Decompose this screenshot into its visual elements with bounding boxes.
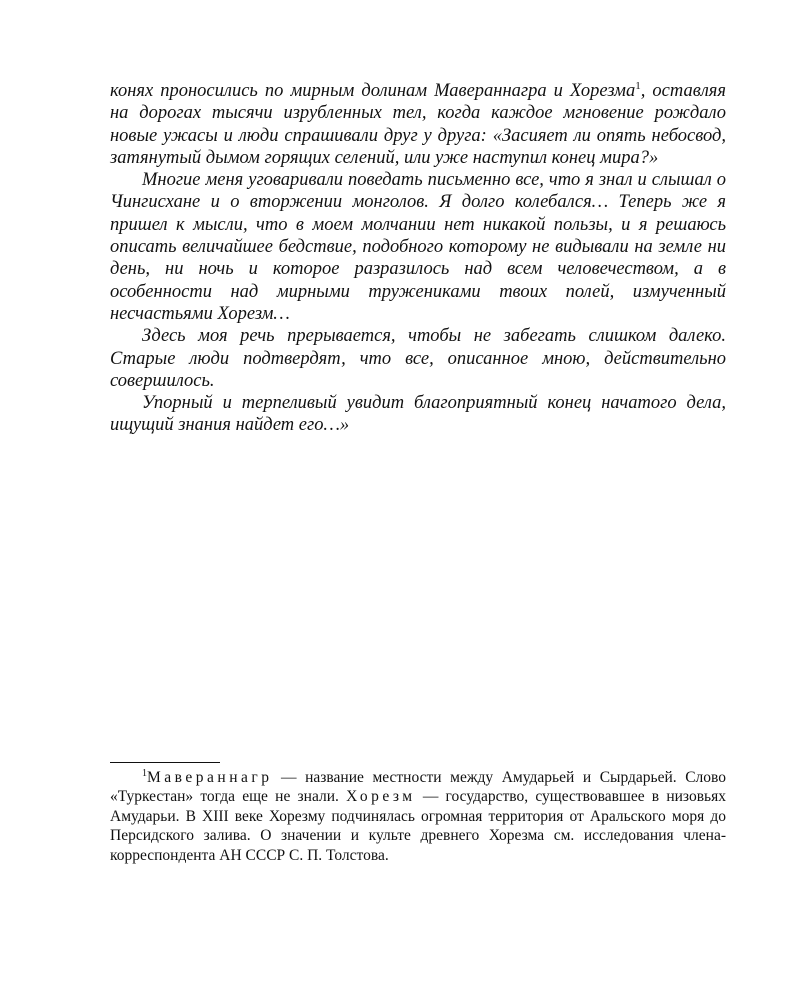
main-text bbox=[110, 80, 726, 437]
footnote-term-khorezm: Хорезм bbox=[346, 788, 416, 806]
paragraph-2: Многие меня уговаривали поведать письменно все, что я знал и слышал о Чингисхане и о вторжении монголов. Я долго колебался… Теперь же я пришел к мысли, что в моем молчании нет никакой пользы, и я решаюсь описать величайшее бедствие, подобного которому не видывали на земле ни день, ни ночь и которое разразилось над всем человечеством, а в особенности над мирными тружениками твоих полей, измученный несчастьями Хорезм… bbox=[110, 170, 726, 324]
paragraph-1-tail: , оставляя на дорогах тысячи изрубленных тел, когда каждое мгновение рождало новые ужасы и люди спрашивали друг у друга: «Засияет ли опять небосвод, затянутый дымом горящих селений, или уже наступил конец мира?» bbox=[110, 81, 727, 168]
footnote-separator bbox=[110, 762, 220, 763]
paragraph-1-text: конях проносились по мирным долинам Мавераннагра и Хорезма bbox=[110, 81, 636, 101]
footnote-number: 1 bbox=[142, 767, 147, 779]
footnote-reference: 1 bbox=[635, 79, 641, 92]
book-page bbox=[110, 0, 726, 1000]
paragraph-1 bbox=[110, 80, 726, 169]
footnote bbox=[110, 768, 726, 865]
footnote-text-1: — название местности между Амударьей и Сырдарьей. Слово «Туркестан» тогда еще не знали. bbox=[110, 769, 726, 806]
paragraph-3: Здесь моя речь прерывается, чтобы не забегать слишком далеко. Старые люди подтвердят, что все, описанное мною, действительно совершилось. bbox=[110, 326, 726, 391]
paragraph-4: Упорный и терпеливый увидит благоприятный конец начатого дела, ищущий знания найдет его…» bbox=[110, 393, 726, 436]
footnote-term-maverannagr: Мавераннагр bbox=[147, 769, 273, 786]
footnote-text-2: — государство, существовавшее в низовьях Амударьи. В XIII веке Хорезму подчинялась огромная территория от Аральского моря до Персидского залива. О значении и культе древнего Хорезма см. исследования члена-корреспондента АН СССР С. П. Толстова. bbox=[110, 788, 726, 864]
